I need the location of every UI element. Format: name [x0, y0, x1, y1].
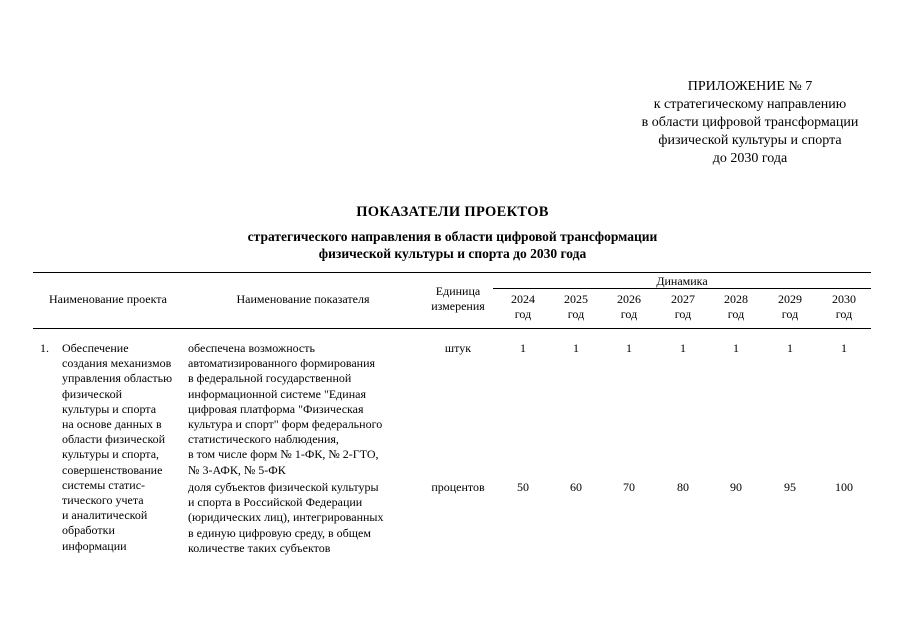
- appendix-line: физической культуры и спорта: [658, 133, 842, 148]
- appendix-line: до 2030 года: [712, 151, 788, 166]
- indicator-line: в единую цифровую среду, в общем: [188, 525, 371, 540]
- indicator-value-2030: 1: [841, 341, 847, 355]
- year-label: 2026: [617, 292, 641, 306]
- year-word: год: [781, 307, 799, 321]
- document-title: ПОКАЗАТЕЛИ ПРОЕКТОВ: [356, 204, 549, 220]
- indicator-line: в федеральной государственной: [188, 371, 352, 386]
- appendix-line: ПРИЛОЖЕНИЕ № 7: [687, 79, 813, 94]
- year-word: год: [727, 307, 745, 321]
- indicator-line: доля субъектов физической культуры: [188, 480, 379, 494]
- row-number: 1.: [40, 341, 49, 355]
- indicator-unit: процентов: [431, 480, 485, 494]
- header-unit-line: измерения: [431, 299, 485, 313]
- indicator-value-2025: 60: [570, 480, 582, 494]
- indicator-line: обеспечена возможность: [188, 341, 315, 355]
- indicator-line: культура и спорт" форм федерального: [188, 417, 383, 432]
- project-name: [62, 341, 172, 554]
- appendix-heading: [600, 78, 900, 168]
- project-line: создания механизмов: [62, 356, 172, 371]
- project-line: физической: [62, 386, 122, 401]
- subtitle-line: физической культуры и спорта до 2030 года: [318, 246, 587, 261]
- header-indicator: Наименование показателя: [236, 292, 370, 306]
- project-line: системы статис-: [62, 477, 146, 492]
- indicator-value-2025: 1: [573, 341, 579, 355]
- year-word: год: [674, 307, 692, 321]
- indicator-value-2029: 1: [787, 341, 793, 355]
- year-label: 2024: [511, 292, 535, 306]
- indicator-value-2029: 95: [784, 480, 796, 494]
- header-year: [609, 292, 649, 322]
- project-line: обработки: [62, 523, 115, 538]
- indicator-value-2028: 90: [730, 480, 742, 494]
- project-line: культуры и спорта,: [62, 447, 160, 462]
- project-line: Обеспечение: [62, 341, 129, 355]
- project-line: тического учета: [62, 493, 144, 508]
- project-line: на основе данных в: [62, 417, 162, 432]
- indicator-line: информационной системе "Единая: [188, 386, 366, 401]
- year-label: 2025: [564, 292, 588, 306]
- indicator-value-2027: 80: [677, 480, 689, 494]
- project-line: информации: [62, 538, 127, 553]
- indicator-name: [188, 480, 383, 556]
- table-top-rule: [33, 272, 871, 273]
- indicator-line: количестве таких субъектов: [188, 540, 331, 555]
- indicator-line: в том числе форм № 1-ФК, № 2-ГТО,: [188, 447, 379, 462]
- year-word: год: [835, 307, 853, 321]
- header-project: Наименование проекта: [48, 292, 168, 306]
- indicator-value-2030: 100: [835, 480, 853, 494]
- document-subtitle: [0, 228, 905, 262]
- indicator-line: автоматизированного формирования: [188, 356, 376, 371]
- indicator-line: цифровая платформа "Физическая: [188, 401, 364, 416]
- indicator-name: [188, 341, 382, 478]
- appendix-line: в области цифровой трансформации: [641, 115, 859, 130]
- indicator-line: статистического наблюдения,: [188, 432, 339, 447]
- header-year: [503, 292, 543, 322]
- indicator-value-2026: 1: [626, 341, 632, 355]
- header-dynamics: Динамика: [656, 274, 708, 288]
- header-year: [716, 292, 756, 322]
- header-year: [663, 292, 703, 322]
- year-word: год: [620, 307, 638, 321]
- year-word: год: [567, 307, 585, 321]
- table-header-bottom-rule: [33, 328, 871, 329]
- indicator-value-2027: 1: [680, 341, 686, 355]
- project-line: и аналитической: [62, 508, 148, 523]
- subtitle-line: стратегического направления в области цифровой трансформации: [247, 229, 658, 244]
- indicator-value-2026: 70: [623, 480, 635, 494]
- project-line: области физической: [62, 432, 166, 447]
- header-year: [770, 292, 810, 322]
- project-line: культуры и спорта: [62, 401, 157, 416]
- indicator-value-2028: 1: [733, 341, 739, 355]
- header-year: [556, 292, 596, 322]
- indicator-line: (юридических лиц), интегрированных: [188, 510, 384, 525]
- header-year: [824, 292, 864, 322]
- year-label: 2027: [671, 292, 695, 306]
- indicator-value-2024: 1: [520, 341, 526, 355]
- header-unit-line: Единица: [435, 284, 481, 298]
- appendix-line: к стратегическому направлению: [653, 97, 847, 112]
- indicator-unit: штук: [444, 341, 472, 355]
- header-unit: [423, 284, 493, 314]
- year-word: год: [514, 307, 532, 321]
- year-label: 2030: [832, 292, 856, 306]
- indicator-value-2024: 50: [517, 480, 529, 494]
- year-label: 2029: [778, 292, 802, 306]
- project-line: управления областью: [62, 371, 173, 386]
- project-line: совершенствование: [62, 462, 163, 477]
- year-label: 2028: [724, 292, 748, 306]
- indicator-line: № 3-АФК, № 5-ФК: [188, 462, 286, 477]
- indicator-line: и спорта в Российской Федерации: [188, 495, 363, 510]
